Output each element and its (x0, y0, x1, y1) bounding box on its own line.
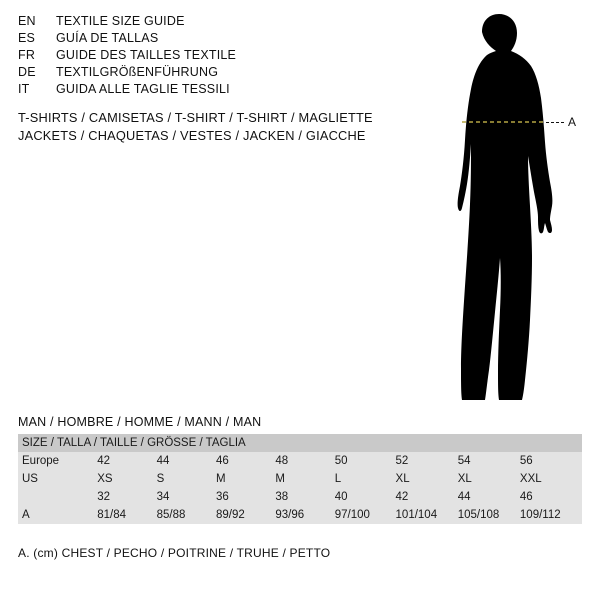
row-label: A (18, 506, 97, 524)
silhouette-icon (400, 10, 600, 410)
language-code: ES (18, 31, 36, 45)
language-code: IT (18, 82, 30, 96)
language-code: EN (18, 14, 36, 28)
row-label: US (18, 470, 97, 488)
table-header-row (18, 434, 582, 452)
cell: 38 (275, 488, 334, 506)
cell: 109/112 (520, 506, 582, 524)
cell: 89/92 (216, 506, 275, 524)
cell: XL (396, 470, 458, 488)
cell: M (216, 470, 275, 488)
language-row (18, 14, 378, 31)
cell: S (157, 470, 216, 488)
cell: 34 (157, 488, 216, 506)
cell: 93/96 (275, 506, 334, 524)
cell: 42 (97, 452, 156, 470)
table-row (18, 488, 582, 506)
cell: 40 (335, 488, 396, 506)
language-row (18, 82, 378, 99)
language-list (18, 14, 378, 99)
table-row (18, 470, 582, 488)
size-table-section (18, 415, 582, 524)
cell: 97/100 (335, 506, 396, 524)
cell: XS (97, 470, 156, 488)
language-code: FR (18, 48, 36, 62)
cell: M (275, 470, 334, 488)
cell: 50 (335, 452, 396, 470)
garment-type-list (18, 109, 418, 145)
callout-label-a: A (568, 115, 577, 129)
cell: 42 (396, 488, 458, 506)
cell: 105/108 (458, 506, 520, 524)
cell: 44 (157, 452, 216, 470)
language-title: GUIDE DES TAILLES TEXTILE (56, 48, 237, 62)
language-row (18, 48, 378, 65)
cell: 56 (520, 452, 582, 470)
footnote-chest-measure: A. (cm) CHEST / PECHO / POITRINE / TRUHE / PETTO (18, 546, 331, 560)
cell: 54 (458, 452, 520, 470)
cell: XL (458, 470, 520, 488)
table-header-label: SIZE / TALLA / TAILLE / GRÖSSE / TAGLIA (18, 434, 582, 452)
language-title: TEXTILGRÖßENFÜHRUNG (56, 65, 219, 79)
row-label: Europe (18, 452, 97, 470)
table-row (18, 452, 582, 470)
cell: 46 (216, 452, 275, 470)
size-table (18, 434, 582, 524)
garment-type-jackets: JACKETS / CHAQUETAS / VESTES / JACKEN / GIACCHE (18, 128, 366, 143)
language-row (18, 65, 378, 82)
cell: 46 (520, 488, 582, 506)
cell: 44 (458, 488, 520, 506)
cell: XXL (520, 470, 582, 488)
garment-type-tshirts: T-SHIRTS / CAMISETAS / T-SHIRT / T-SHIRT / MAGLIETTE (18, 110, 373, 125)
cell: 32 (97, 488, 156, 506)
man-silhouette-figure (400, 10, 600, 410)
cell: 36 (216, 488, 275, 506)
language-title: TEXTILE SIZE GUIDE (56, 14, 185, 28)
language-title: GUIDA ALLE TAGLIE TESSILI (56, 82, 230, 96)
row-label (18, 488, 97, 506)
cell: 101/104 (396, 506, 458, 524)
cell: 85/88 (157, 506, 216, 524)
cell: 52 (396, 452, 458, 470)
callout-dash-icon (546, 122, 564, 123)
cell: L (335, 470, 396, 488)
table-title: MAN / HOMBRE / HOMME / MANN / MAN (18, 415, 262, 429)
cell: 81/84 (97, 506, 156, 524)
language-row (18, 31, 378, 48)
language-code: DE (18, 65, 36, 79)
language-title: GUÍA DE TALLAS (56, 31, 159, 45)
cell: 48 (275, 452, 334, 470)
table-row (18, 506, 582, 524)
